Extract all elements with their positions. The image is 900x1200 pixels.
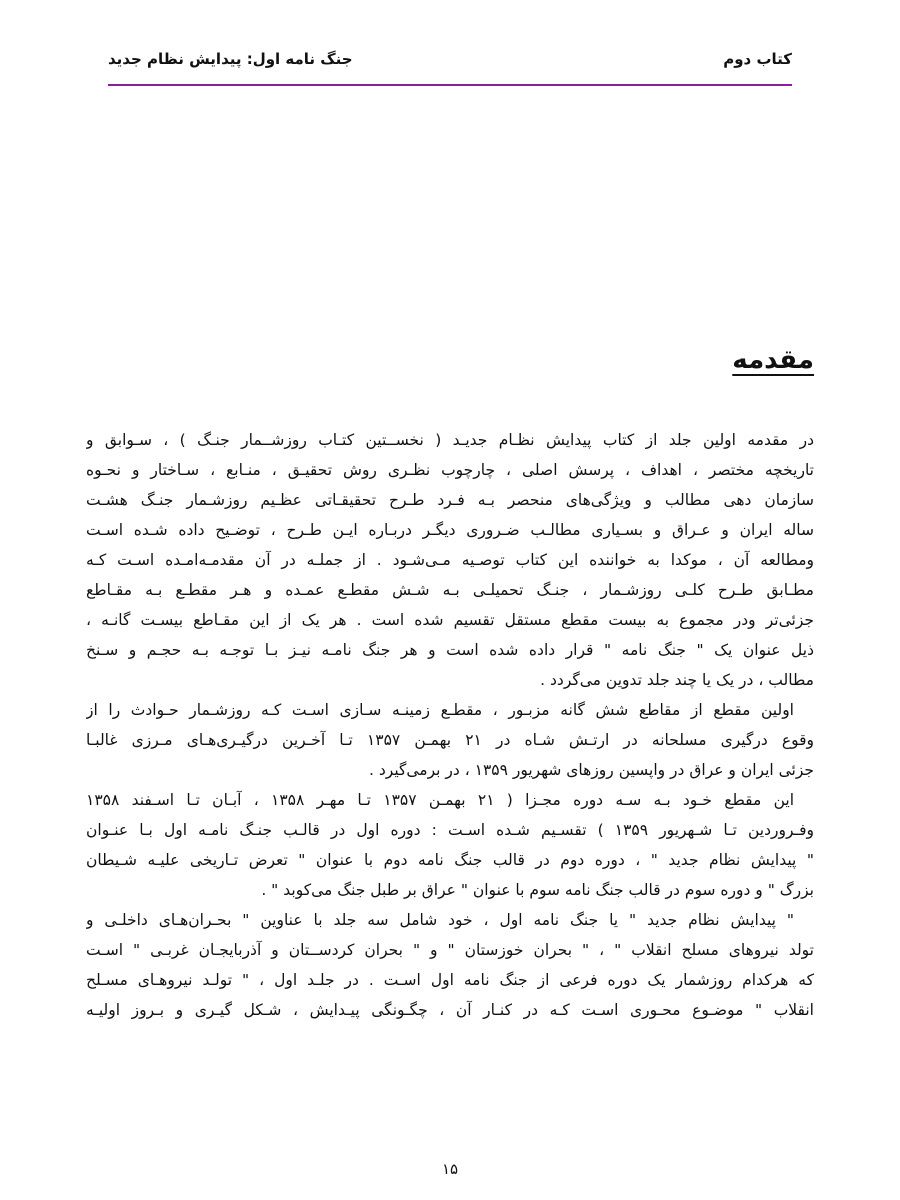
- text-line: انقلاب " موضـوع محـوری اسـت کـه در کنـار آن ، چگـونگی پیـدایش ، شـکل گیـری و بـروز اولیـه: [86, 1001, 814, 1019]
- text-line: بزرگ " و دوره سوم در قالب جنگ نامه سوم با عنوان " عراق بر طبل جنگ می‌کوبد " .: [261, 881, 814, 899]
- text-line: ساله ایران و عـراق و بسـیاری مطالـب ضـروری دیگـر دربـاره ایـن طـرح ، توضـیح داده شـده اسـت: [86, 521, 814, 539]
- section-title: مقدمه: [732, 345, 814, 375]
- text-line: مطـابق طـرح کلـی روزشـمار ، جنـگ تحمیلـی بـه شـش مقطـع عمـده و هـر مقطـع بـه مقـاطع: [86, 581, 814, 599]
- text-line: تولد نیروهای مسلح انقلاب " ، " بحران خوزستان " و " بحران کردســتان و آذربایجـان غربـی " اسـت: [86, 941, 814, 959]
- text-line: مطالب ، در یک یا چند جلد تدوین می‌گردد .: [540, 671, 814, 689]
- text-line: این مقطع خـود بـه سـه دوره مجـزا ( ۲۱ بهمـن ۱۳۵۷ تـا مهـر ۱۳۵۸ ، آبـان تـا اسـفند ۱۳۵۸: [86, 791, 794, 809]
- text-line: اولین مقطع از مقاطع شش گانه مزبـور ، مقطـع زمینـه سـازی اسـت کـه روزشـمار حـوادث را از: [86, 701, 794, 719]
- book-label: کتاب دوم: [723, 50, 792, 68]
- text-line: که هرکدام روزشمار یک دوره فرعی از جنگ نامه اول اسـت . در جلـد اول ، " تولـد نیروهـای مسـلح: [86, 971, 814, 989]
- page-header: [108, 48, 792, 86]
- page-number: ۱۵: [441, 1160, 459, 1178]
- text-line: جزئی ایران و عراق در واپسین روزهای شهریور ۱۳۵۹ ، در برمی‌گیرد .: [369, 761, 814, 779]
- text-line: تاریخچه مختصر ، اهداف ، پرسش اصلی ، چارچوب نظـری روش تحقیـق ، منـابع ، سـاختار و نحـوه: [86, 461, 814, 479]
- text-line: " پیدایش نظام جدید " ، دوره دوم در قالب جنگ نامه دوم با عنوان " تعرض تـاریخی علیـه شـیطان: [86, 851, 814, 869]
- text-line: " پیدایش نظام جدید " یا جنگ نامه اول ، خود شامل سه جلد با عناوین " بحـران‌هـای داخلـی و: [86, 911, 794, 929]
- text-line: در مقدمه اولین جلد از کتاب پیدایش نظـام جدیـد ( نخســتین کتـاب روزشــمار جنـگ ) ، سـوابق و: [86, 431, 814, 449]
- body-text: [86, 425, 814, 1025]
- text-line: سازمان دهی مطالب و ویژگی‌های منحصر بـه فـرد طـرح تحقیقـاتی عظـیم روزشـمار جنـگ هشـت: [86, 491, 814, 509]
- text-line: جزئی‌تر ودر مجموع به بیست مقطع مستقل تقسیم شده است . هر یک از این مقـاطع بیسـت گانـه ،: [86, 611, 814, 629]
- text-line: وقوع درگیری مسلحانه در ارتـش شـاه در ۲۱ بهمـن ۱۳۵۷ تـا آخـرین درگیـری‌هـای مـرزی غالبـا: [86, 731, 814, 749]
- chapter-title: جنگ نامه اول: پیدایش نظام جدید: [108, 50, 353, 68]
- text-line: ومطالعه آن ، موکدا به خواننده این کتاب توصـیه مـی‌شـود . از جملـه در آن مقدمـه‌امـده اسـت کـه: [86, 551, 814, 569]
- text-line: وفـروردین تـا شـهریور ۱۳۵۹ ) تقسـیم شـده اسـت : دوره اول در قالـب جنـگ نامـه اول بـا عنـوان: [86, 821, 814, 839]
- text-line: ذیل عنوان یک " جنگ نامه " قرار داده شده است و هر جنگ نامـه نیـز بـا توجـه بـه حجـم و سـنخ: [86, 641, 814, 659]
